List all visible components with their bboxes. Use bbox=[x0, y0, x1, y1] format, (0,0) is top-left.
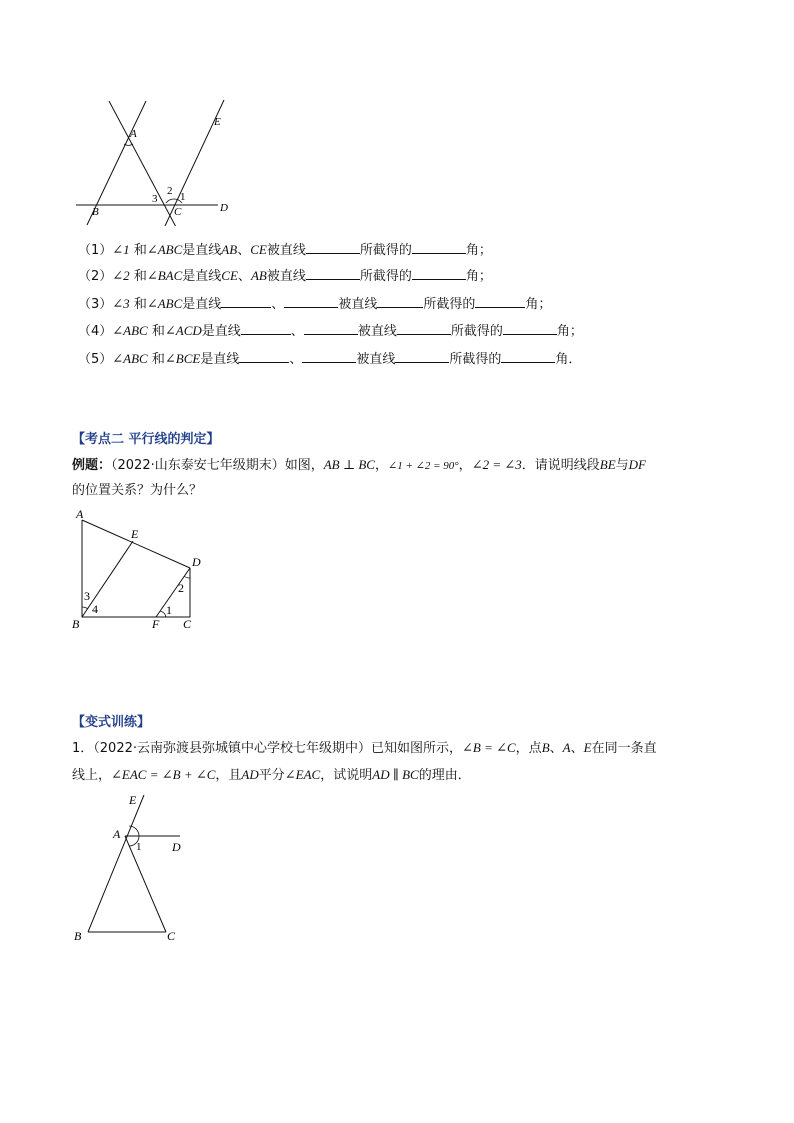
answer-blank[interactable] bbox=[412, 240, 466, 254]
label-d: D bbox=[172, 840, 181, 854]
label-b: B bbox=[92, 206, 99, 218]
line-be bbox=[88, 795, 144, 932]
answer-blank[interactable] bbox=[302, 349, 356, 363]
label-e: E bbox=[129, 793, 137, 807]
label-b: B bbox=[74, 929, 82, 943]
label-3: 3 bbox=[84, 589, 90, 603]
answer-blank[interactable] bbox=[503, 321, 557, 335]
answer-blank[interactable] bbox=[306, 240, 360, 254]
label-d: D bbox=[220, 202, 228, 214]
answer-blank[interactable] bbox=[501, 349, 555, 363]
variation-heading: 【变式训练】 bbox=[72, 715, 151, 730]
example-text-line1: 例题：（2022·山东泰安七年级期末）如图，AB ⊥ BC，∠1 + ∠2 = 90°，∠2 = ∠3．请说明线段BE与DF bbox=[72, 457, 647, 473]
label-b: B bbox=[72, 617, 80, 631]
figure-quadrilateral bbox=[70, 505, 210, 635]
label-a: A bbox=[130, 128, 137, 140]
label-f: F bbox=[152, 617, 160, 631]
answer-blank[interactable] bbox=[306, 266, 360, 280]
segment-be bbox=[82, 541, 133, 617]
label-d: D bbox=[192, 555, 201, 569]
problem-1-line1: 1．（2022·云南弥渡县弥城镇中心学校七年级期中）已知如图所示，∠B = ∠C，点B、A、E在同一条直 bbox=[72, 740, 657, 756]
question-5: （5）∠ABC 和∠BCE是直线 、 被直线 所截得的 角． bbox=[78, 351, 582, 367]
angle-arc-b bbox=[82, 607, 88, 609]
label-2: 2 bbox=[178, 581, 184, 595]
example-label: 例题： bbox=[72, 458, 112, 473]
answer-blank[interactable] bbox=[377, 294, 423, 308]
segment-df bbox=[156, 568, 190, 617]
label-c: C bbox=[174, 206, 182, 218]
side-ac bbox=[125, 836, 166, 932]
question-2: （2）∠2 和∠BAC是直线CE、AB被直线 所截得的 角； bbox=[78, 268, 492, 284]
label-1: 1 bbox=[136, 841, 142, 853]
answer-blank[interactable] bbox=[475, 294, 525, 308]
label-1: 1 bbox=[180, 191, 186, 203]
label-c: C bbox=[167, 929, 176, 943]
answer-blank[interactable] bbox=[395, 349, 449, 363]
answer-blank[interactable] bbox=[239, 349, 289, 363]
section-heading: 【考点二 平行线的判定】 bbox=[72, 432, 220, 447]
answer-blank[interactable] bbox=[412, 266, 466, 280]
angle-arc-d bbox=[184, 576, 190, 578]
label-e: E bbox=[131, 527, 139, 541]
line-ab-ext bbox=[109, 101, 176, 226]
answer-blank[interactable] bbox=[241, 321, 291, 335]
label-4: 4 bbox=[92, 602, 98, 616]
figure-transversal-lines bbox=[70, 96, 250, 226]
answer-blank[interactable] bbox=[221, 294, 271, 308]
answer-blank[interactable] bbox=[284, 294, 338, 308]
label-1: 1 bbox=[166, 603, 172, 617]
label-2: 2 bbox=[167, 185, 173, 197]
answer-blank[interactable] bbox=[304, 321, 358, 335]
question-1: （1）∠1 和∠ABC是直线AB、CE被直线 所截得的 角； bbox=[78, 242, 492, 258]
label-c: C bbox=[183, 617, 192, 631]
example-text-line2: 的位置关系？为什么？ bbox=[72, 483, 203, 498]
label-a: A bbox=[76, 507, 84, 521]
label-e: E bbox=[214, 116, 221, 128]
question-3: （3）∠3 和∠ABC是直线 、 被直线 所截得的 角； bbox=[78, 296, 552, 312]
figure-triangle bbox=[70, 788, 190, 943]
problem-1-line2: 线上，∠EAC = ∠B + ∠C，且AD平分∠EAC，试说明AD ∥ BC的理由． bbox=[72, 767, 471, 783]
answer-blank[interactable] bbox=[397, 321, 451, 335]
question-4: （4）∠ABC 和∠ACD是直线 、 被直线 所截得的 角； bbox=[78, 323, 583, 339]
label-3: 3 bbox=[152, 193, 158, 205]
label-a: A bbox=[113, 827, 121, 841]
